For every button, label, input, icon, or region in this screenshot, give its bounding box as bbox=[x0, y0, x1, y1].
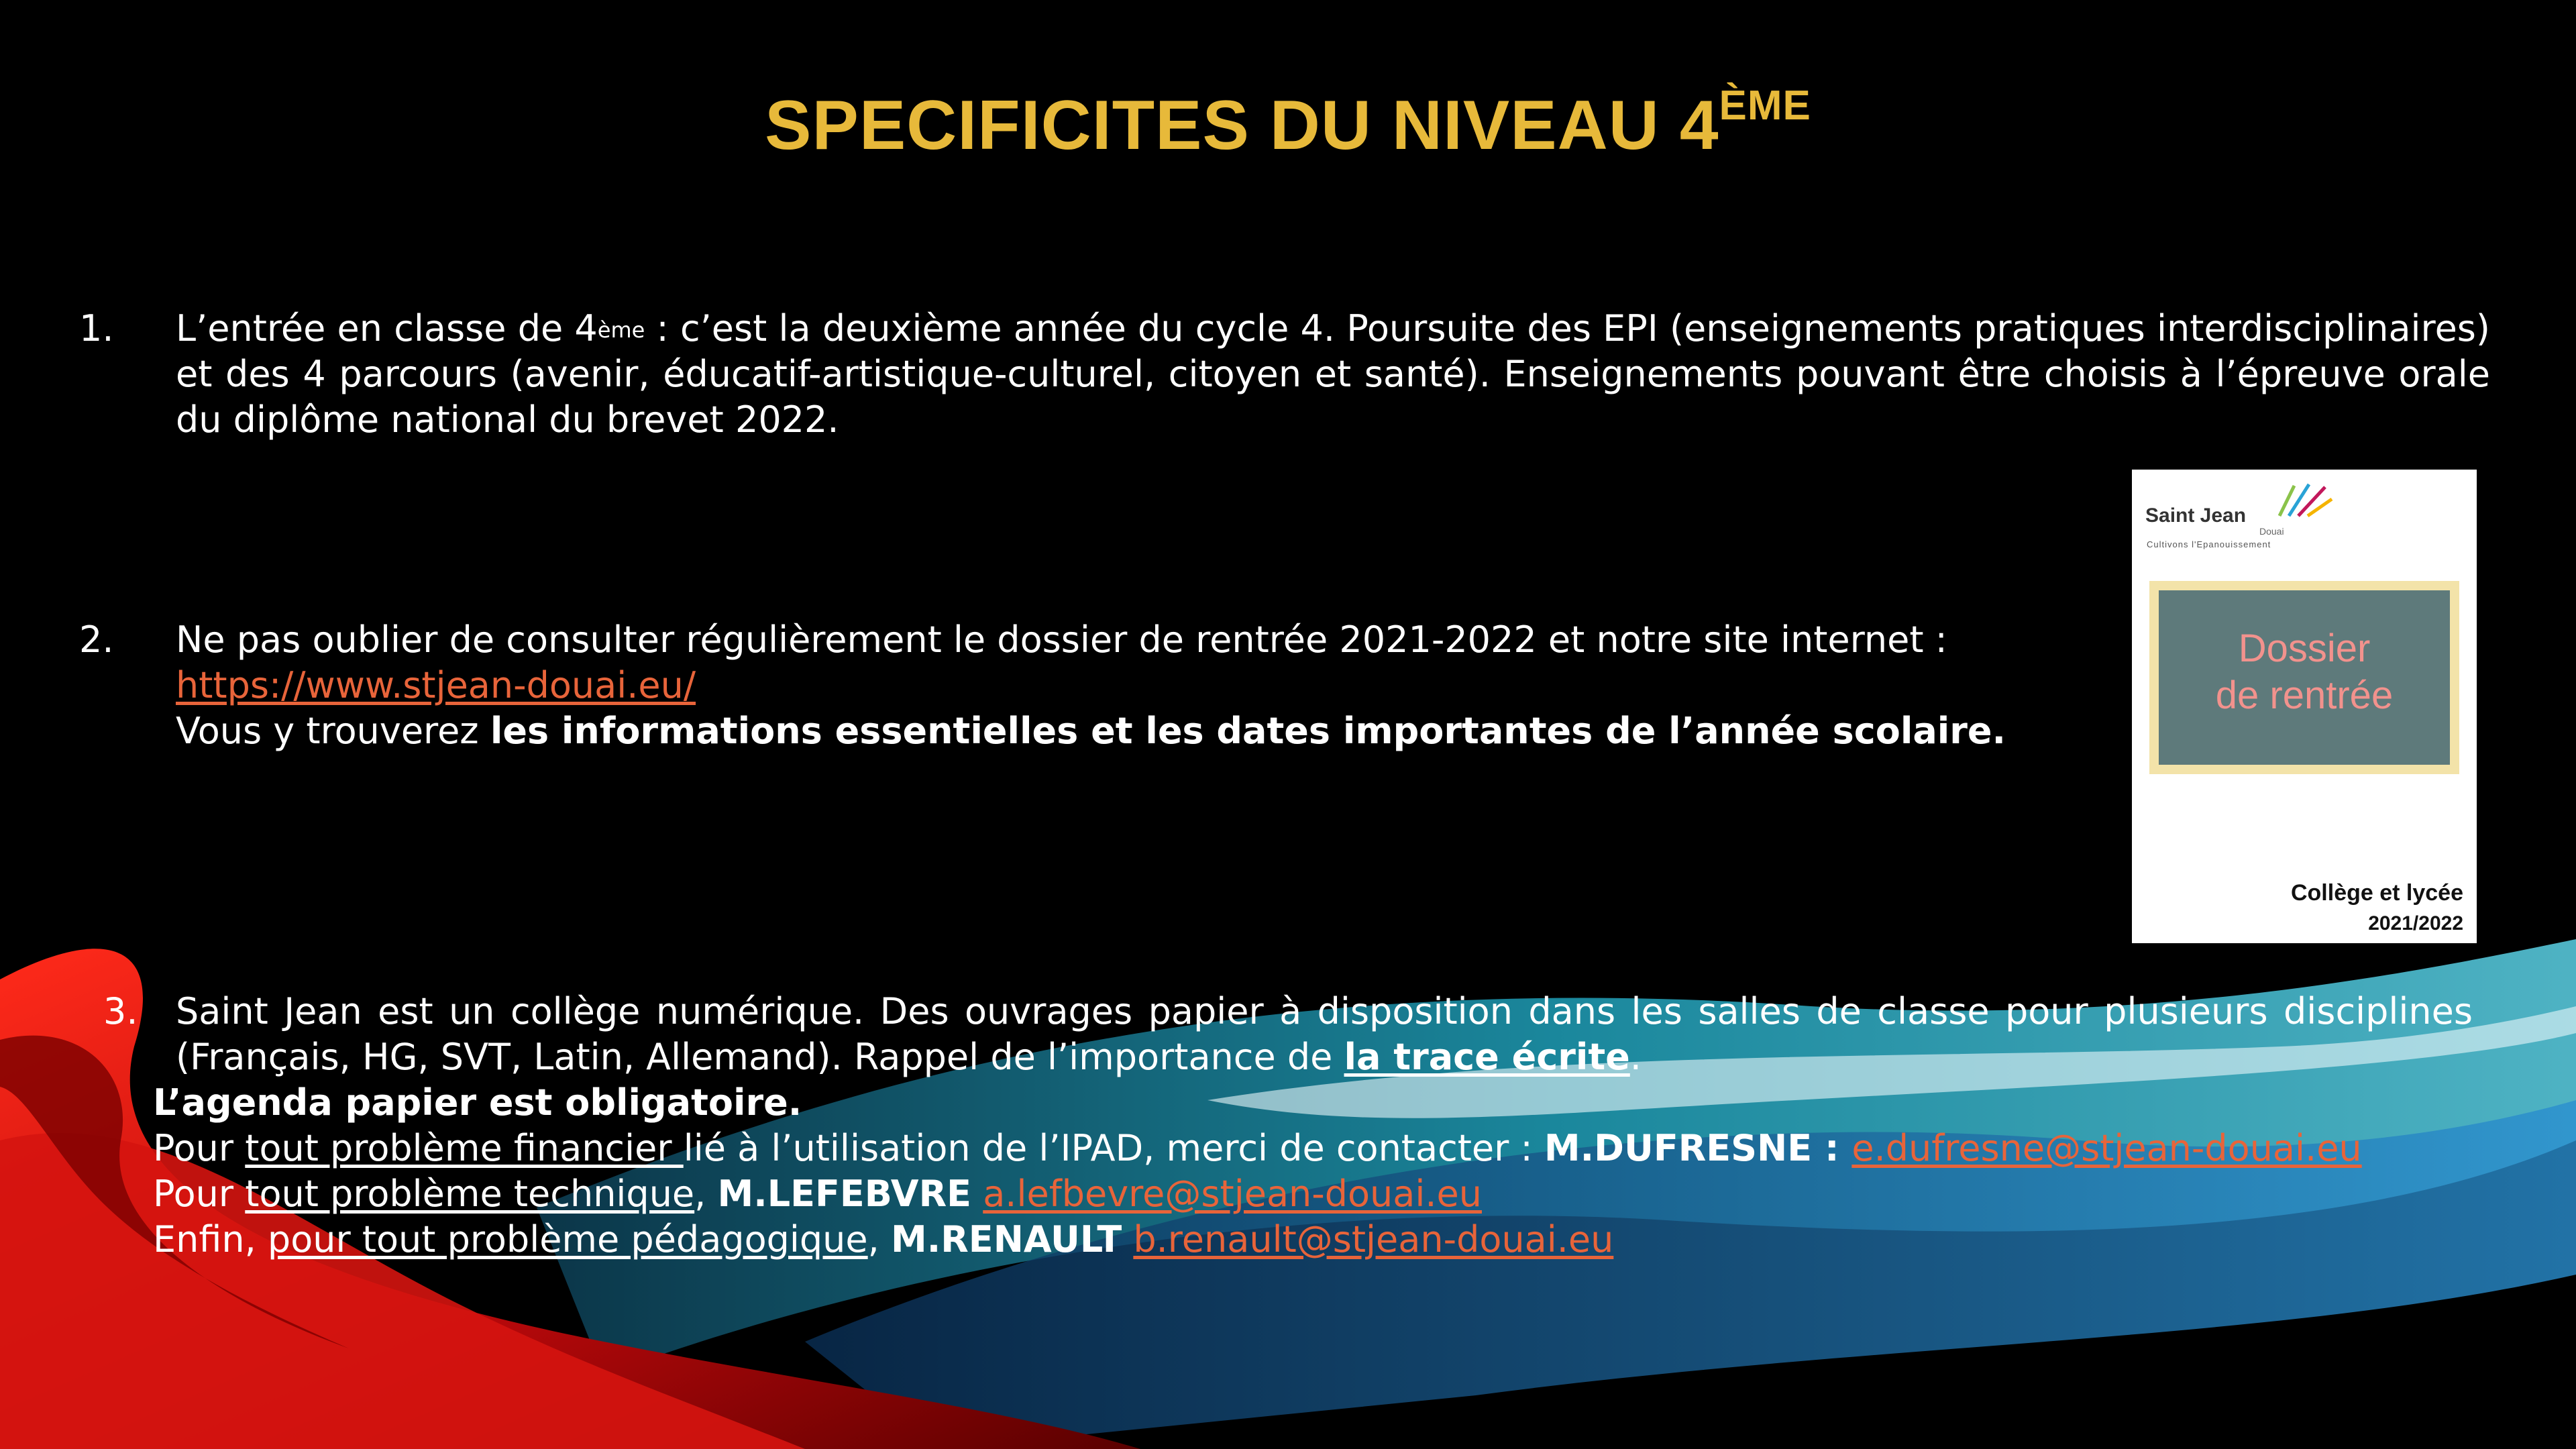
item-2-line-1: Ne pas oublier de consulter régulièrement le dossier de rentrée 2021-2022 et notre site internet : bbox=[176, 619, 1947, 661]
pedagogical-b: pour tout problème pédagogique bbox=[267, 1218, 868, 1260]
pedagogical-contact-name: M.RENAULT bbox=[890, 1218, 1122, 1260]
cover-board-line-1: Dossier bbox=[2238, 627, 2371, 670]
cover-board-line-2: de rentrée bbox=[2215, 674, 2394, 717]
technical-line bbox=[153, 1171, 2501, 1217]
slide-title bbox=[0, 83, 2576, 166]
pedagogical-email-link[interactable]: b.renault@stjean-douai.eu bbox=[1133, 1218, 1614, 1260]
item-2-number: 2. bbox=[79, 619, 114, 661]
dossier-rentree-cover bbox=[2132, 470, 2477, 943]
item-1-text-b: : c’est la deuxième année du cycle 4. Poursuite des EPI (enseignements pratiques interdisciplinaires) et des 4 parcours (avenir, éducatif-artistique-culturel, citoyen et santé). Enseignements pouvant être choisis à l’épreuve orale du diplôme national du brevet 2022. bbox=[176, 307, 2490, 441]
item-1-number: 1. bbox=[79, 307, 114, 350]
item-3-text-a: Saint Jean est un collège numérique. Des ouvrages papier à disposition dans les salles de classe pour plusieurs disciplines (Français, HG, SVT, Latin, Allemand). Rappel de l’importance de bbox=[176, 990, 2473, 1078]
item-2-line-3-a: Vous y trouverez bbox=[176, 710, 490, 752]
pedagogical-a: Enfin, bbox=[153, 1218, 268, 1260]
item-2-text bbox=[176, 617, 2121, 754]
title-main: SPECIFICITES DU NIVEAU 4 bbox=[765, 87, 1719, 164]
item-1-sup: ème bbox=[597, 317, 645, 343]
cover-footer-2: 2021/2022 bbox=[2368, 912, 2463, 934]
pedagogical-c: , bbox=[867, 1218, 891, 1260]
item-1-text bbox=[176, 306, 2490, 443]
website-link[interactable]: https://www.stjean-douai.eu/ bbox=[176, 664, 696, 706]
financial-contact-name: M.DUFRESNE : bbox=[1544, 1127, 1852, 1169]
technical-a: Pour bbox=[153, 1173, 246, 1215]
financial-c: lié à l’utilisation de l’IPAD, merci de contacter : bbox=[683, 1127, 1544, 1169]
brand-logo-icon bbox=[2274, 479, 2334, 519]
technical-b: tout problème technique bbox=[245, 1173, 695, 1215]
financial-a: Pour bbox=[153, 1127, 246, 1169]
pedagogical-line bbox=[153, 1217, 2501, 1263]
financial-b: tout problème financier bbox=[245, 1127, 684, 1169]
financial-email-link[interactable]: e.dufresne@stjean-douai.eu bbox=[1851, 1127, 2362, 1169]
cover-tagline: Cultivons l'Epanouissement bbox=[2147, 539, 2271, 549]
item-3-text-c: . bbox=[1629, 1036, 1642, 1078]
item-1-text-a: L’entrée en classe de 4 bbox=[176, 307, 598, 350]
cover-footer-1: Collège et lycée bbox=[2290, 880, 2463, 906]
cover-brand: Saint Jean bbox=[2145, 504, 2247, 527]
title-superscript: ÈME bbox=[1719, 83, 1811, 129]
item-3-contacts bbox=[153, 1080, 2501, 1263]
technical-email-link[interactable]: a.lefbevre@stjean-douai.eu bbox=[983, 1173, 1482, 1215]
technical-c: , bbox=[694, 1173, 718, 1215]
item-2-line-3-b: les informations essentielles et les dates importantes de l’année scolaire. bbox=[490, 710, 2006, 752]
trace-ecrite: la trace écrite bbox=[1344, 1036, 1630, 1078]
cover-city: Douai bbox=[2259, 526, 2284, 537]
item-3-text bbox=[176, 989, 2473, 1080]
financial-line bbox=[153, 1126, 2501, 1171]
cover-chalkboard bbox=[2149, 581, 2459, 774]
item-3-number: 3. bbox=[103, 990, 138, 1032]
technical-contact-name: M.LEFEBVRE bbox=[717, 1173, 972, 1215]
agenda-note: L’agenda papier est obligatoire. bbox=[153, 1081, 802, 1124]
